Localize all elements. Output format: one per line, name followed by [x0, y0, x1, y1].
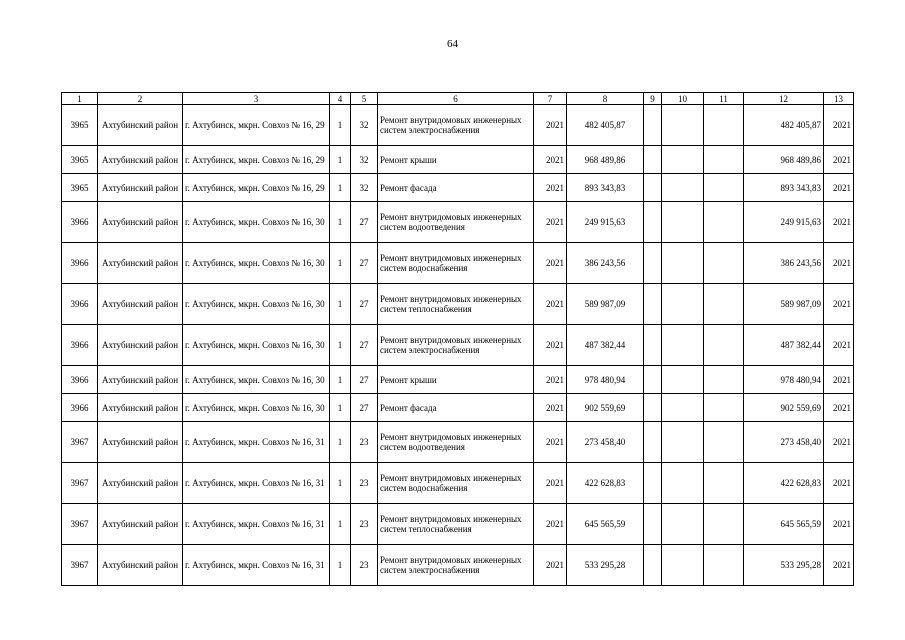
row-id-cell: 3967 [62, 463, 98, 504]
district-cell: Ахтубинский район [98, 174, 183, 202]
total-amount-cell: 422 628,83 [744, 463, 824, 504]
address-cell: г. Ахтубинск, мкрн. Совхоз № 16, 29 [183, 105, 330, 146]
district-cell: Ахтубинский район [98, 243, 183, 284]
col11-cell [704, 202, 744, 243]
end-year-cell: 2021 [824, 463, 854, 504]
total-amount-cell: 533 295,28 [744, 545, 824, 586]
total-amount-cell: 902 559,69 [744, 394, 824, 422]
row-id-cell: 3967 [62, 545, 98, 586]
total-amount-cell: 645 565,59 [744, 504, 824, 545]
work-type-cell: Ремонт внутридомовых инженерных систем электроснабжения [378, 545, 534, 586]
amount-cell: 422 628,83 [567, 463, 644, 504]
work-type-cell: Ремонт внутридомовых инженерных систем водоснабжения [378, 243, 534, 284]
amount-cell: 645 565,59 [567, 504, 644, 545]
col5-cell: 27 [351, 202, 378, 243]
district-cell: Ахтубинский район [98, 146, 183, 174]
total-amount-cell: 386 243,56 [744, 243, 824, 284]
table-row [62, 366, 854, 394]
row-id-cell: 3965 [62, 146, 98, 174]
col11-cell [704, 463, 744, 504]
col9-cell [644, 545, 662, 586]
end-year-cell: 2021 [824, 394, 854, 422]
column-header: 13 [824, 93, 854, 105]
table-row [62, 146, 854, 174]
amount-cell: 589 987,09 [567, 284, 644, 325]
column-header: 9 [644, 93, 662, 105]
total-amount-cell: 968 489,86 [744, 146, 824, 174]
col10-cell [662, 366, 704, 394]
year-cell: 2021 [534, 284, 567, 325]
col4-cell: 1 [330, 325, 351, 366]
repair-registry-table [61, 92, 854, 586]
col5-cell: 23 [351, 504, 378, 545]
table-row [62, 174, 854, 202]
col4-cell: 1 [330, 174, 351, 202]
amount-cell: 968 489,86 [567, 146, 644, 174]
col9-cell [644, 422, 662, 463]
col4-cell: 1 [330, 243, 351, 284]
table-row [62, 504, 854, 545]
address-cell: г. Ахтубинск, мкрн. Совхоз № 16, 30 [183, 394, 330, 422]
col10-cell [662, 202, 704, 243]
col10-cell [662, 105, 704, 146]
end-year-cell: 2021 [824, 284, 854, 325]
column-header: 4 [330, 93, 351, 105]
col11-cell [704, 105, 744, 146]
col11-cell [704, 174, 744, 202]
col10-cell [662, 174, 704, 202]
total-amount-cell: 487 382,44 [744, 325, 824, 366]
work-type-cell: Ремонт внутридомовых инженерных систем теплоснабжения [378, 504, 534, 545]
column-header: 1 [62, 93, 98, 105]
address-cell: г. Ахтубинск, мкрн. Совхоз № 16, 31 [183, 504, 330, 545]
column-header: 2 [98, 93, 183, 105]
district-cell: Ахтубинский район [98, 545, 183, 586]
column-header: 5 [351, 93, 378, 105]
table-row [62, 463, 854, 504]
address-cell: г. Ахтубинск, мкрн. Совхоз № 16, 30 [183, 284, 330, 325]
table-row [62, 105, 854, 146]
row-id-cell: 3966 [62, 394, 98, 422]
col5-cell: 23 [351, 463, 378, 504]
work-type-cell: Ремонт внутридомовых инженерных систем теплоснабжения [378, 284, 534, 325]
col4-cell: 1 [330, 504, 351, 545]
col5-cell: 27 [351, 366, 378, 394]
col9-cell [644, 463, 662, 504]
row-id-cell: 3965 [62, 174, 98, 202]
work-type-cell: Ремонт внутридомовых инженерных систем электроснабжения [378, 105, 534, 146]
row-id-cell: 3966 [62, 202, 98, 243]
col9-cell [644, 394, 662, 422]
col4-cell: 1 [330, 366, 351, 394]
year-cell: 2021 [534, 174, 567, 202]
page-number: 64 [447, 38, 458, 50]
col5-cell: 32 [351, 146, 378, 174]
col11-cell [704, 284, 744, 325]
total-amount-cell: 482 405,87 [744, 105, 824, 146]
col9-cell [644, 105, 662, 146]
table-row [62, 394, 854, 422]
col10-cell [662, 284, 704, 325]
year-cell: 2021 [534, 545, 567, 586]
col5-cell: 27 [351, 243, 378, 284]
year-cell: 2021 [534, 146, 567, 174]
col11-cell [704, 325, 744, 366]
district-cell: Ахтубинский район [98, 366, 183, 394]
col10-cell [662, 504, 704, 545]
address-cell: г. Ахтубинск, мкрн. Совхоз № 16, 30 [183, 243, 330, 284]
col4-cell: 1 [330, 105, 351, 146]
year-cell: 2021 [534, 243, 567, 284]
table-row [62, 243, 854, 284]
col10-cell [662, 545, 704, 586]
district-cell: Ахтубинский район [98, 463, 183, 504]
end-year-cell: 2021 [824, 174, 854, 202]
work-type-cell: Ремонт фасада [378, 394, 534, 422]
end-year-cell: 2021 [824, 105, 854, 146]
end-year-cell: 2021 [824, 545, 854, 586]
col11-cell [704, 366, 744, 394]
col4-cell: 1 [330, 545, 351, 586]
year-cell: 2021 [534, 202, 567, 243]
amount-cell: 249 915,63 [567, 202, 644, 243]
end-year-cell: 2021 [824, 504, 854, 545]
district-cell: Ахтубинский район [98, 325, 183, 366]
address-cell: г. Ахтубинск, мкрн. Совхоз № 16, 30 [183, 202, 330, 243]
total-amount-cell: 249 915,63 [744, 202, 824, 243]
col9-cell [644, 243, 662, 284]
col9-cell [644, 366, 662, 394]
col11-cell [704, 394, 744, 422]
row-id-cell: 3966 [62, 243, 98, 284]
column-number-row [62, 93, 854, 105]
col9-cell [644, 504, 662, 545]
column-header: 3 [183, 93, 330, 105]
year-cell: 2021 [534, 394, 567, 422]
amount-cell: 487 382,44 [567, 325, 644, 366]
district-cell: Ахтубинский район [98, 202, 183, 243]
col11-cell [704, 422, 744, 463]
work-type-cell: Ремонт внутридомовых инженерных систем водоотведения [378, 202, 534, 243]
district-cell: Ахтубинский район [98, 394, 183, 422]
col4-cell: 1 [330, 394, 351, 422]
col9-cell [644, 146, 662, 174]
end-year-cell: 2021 [824, 366, 854, 394]
col10-cell [662, 325, 704, 366]
year-cell: 2021 [534, 325, 567, 366]
col4-cell: 1 [330, 202, 351, 243]
table-row [62, 284, 854, 325]
work-type-cell: Ремонт крыши [378, 146, 534, 174]
amount-cell: 978 480,94 [567, 366, 644, 394]
col10-cell [662, 463, 704, 504]
col5-cell: 32 [351, 174, 378, 202]
amount-cell: 893 343,83 [567, 174, 644, 202]
table-row [62, 325, 854, 366]
total-amount-cell: 978 480,94 [744, 366, 824, 394]
col11-cell [704, 146, 744, 174]
col4-cell: 1 [330, 422, 351, 463]
work-type-cell: Ремонт внутридомовых инженерных систем водоотведения [378, 422, 534, 463]
col5-cell: 27 [351, 394, 378, 422]
col4-cell: 1 [330, 284, 351, 325]
amount-cell: 386 243,56 [567, 243, 644, 284]
row-id-cell: 3967 [62, 422, 98, 463]
column-header: 7 [534, 93, 567, 105]
work-type-cell: Ремонт внутридомовых инженерных систем электроснабжения [378, 325, 534, 366]
row-id-cell: 3966 [62, 325, 98, 366]
table-row [62, 422, 854, 463]
col5-cell: 27 [351, 284, 378, 325]
row-id-cell: 3966 [62, 284, 98, 325]
district-cell: Ахтубинский район [98, 284, 183, 325]
col10-cell [662, 422, 704, 463]
col4-cell: 1 [330, 146, 351, 174]
col5-cell: 32 [351, 105, 378, 146]
work-type-cell: Ремонт фасада [378, 174, 534, 202]
work-type-cell: Ремонт внутридомовых инженерных систем водоснабжения [378, 463, 534, 504]
col9-cell [644, 325, 662, 366]
col10-cell [662, 146, 704, 174]
year-cell: 2021 [534, 463, 567, 504]
col10-cell [662, 394, 704, 422]
address-cell: г. Ахтубинск, мкрн. Совхоз № 16, 29 [183, 146, 330, 174]
address-cell: г. Ахтубинск, мкрн. Совхоз № 16, 31 [183, 463, 330, 504]
end-year-cell: 2021 [824, 202, 854, 243]
col4-cell: 1 [330, 463, 351, 504]
total-amount-cell: 589 987,09 [744, 284, 824, 325]
address-cell: г. Ахтубинск, мкрн. Совхоз № 16, 30 [183, 325, 330, 366]
column-header: 10 [662, 93, 704, 105]
year-cell: 2021 [534, 366, 567, 394]
amount-cell: 482 405,87 [567, 105, 644, 146]
column-header: 11 [704, 93, 744, 105]
amount-cell: 902 559,69 [567, 394, 644, 422]
total-amount-cell: 893 343,83 [744, 174, 824, 202]
col11-cell [704, 243, 744, 284]
end-year-cell: 2021 [824, 422, 854, 463]
end-year-cell: 2021 [824, 146, 854, 174]
row-id-cell: 3965 [62, 105, 98, 146]
col5-cell: 23 [351, 545, 378, 586]
column-header: 6 [378, 93, 534, 105]
work-type-cell: Ремонт крыши [378, 366, 534, 394]
year-cell: 2021 [534, 105, 567, 146]
table-row [62, 202, 854, 243]
amount-cell: 273 458,40 [567, 422, 644, 463]
row-id-cell: 3966 [62, 366, 98, 394]
col5-cell: 23 [351, 422, 378, 463]
total-amount-cell: 273 458,40 [744, 422, 824, 463]
col9-cell [644, 284, 662, 325]
col5-cell: 27 [351, 325, 378, 366]
address-cell: г. Ахтубинск, мкрн. Совхоз № 16, 29 [183, 174, 330, 202]
table-body [62, 105, 854, 586]
district-cell: Ахтубинский район [98, 504, 183, 545]
end-year-cell: 2021 [824, 325, 854, 366]
col9-cell [644, 202, 662, 243]
table-row [62, 545, 854, 586]
col9-cell [644, 174, 662, 202]
district-cell: Ахтубинский район [98, 105, 183, 146]
amount-cell: 533 295,28 [567, 545, 644, 586]
address-cell: г. Ахтубинск, мкрн. Совхоз № 16, 31 [183, 545, 330, 586]
column-header: 12 [744, 93, 824, 105]
col11-cell [704, 545, 744, 586]
col11-cell [704, 504, 744, 545]
row-id-cell: 3967 [62, 504, 98, 545]
year-cell: 2021 [534, 422, 567, 463]
column-header: 8 [567, 93, 644, 105]
address-cell: г. Ахтубинск, мкрн. Совхоз № 16, 31 [183, 422, 330, 463]
year-cell: 2021 [534, 504, 567, 545]
end-year-cell: 2021 [824, 243, 854, 284]
district-cell: Ахтубинский район [98, 422, 183, 463]
address-cell: г. Ахтубинск, мкрн. Совхоз № 16, 30 [183, 366, 330, 394]
col10-cell [662, 243, 704, 284]
